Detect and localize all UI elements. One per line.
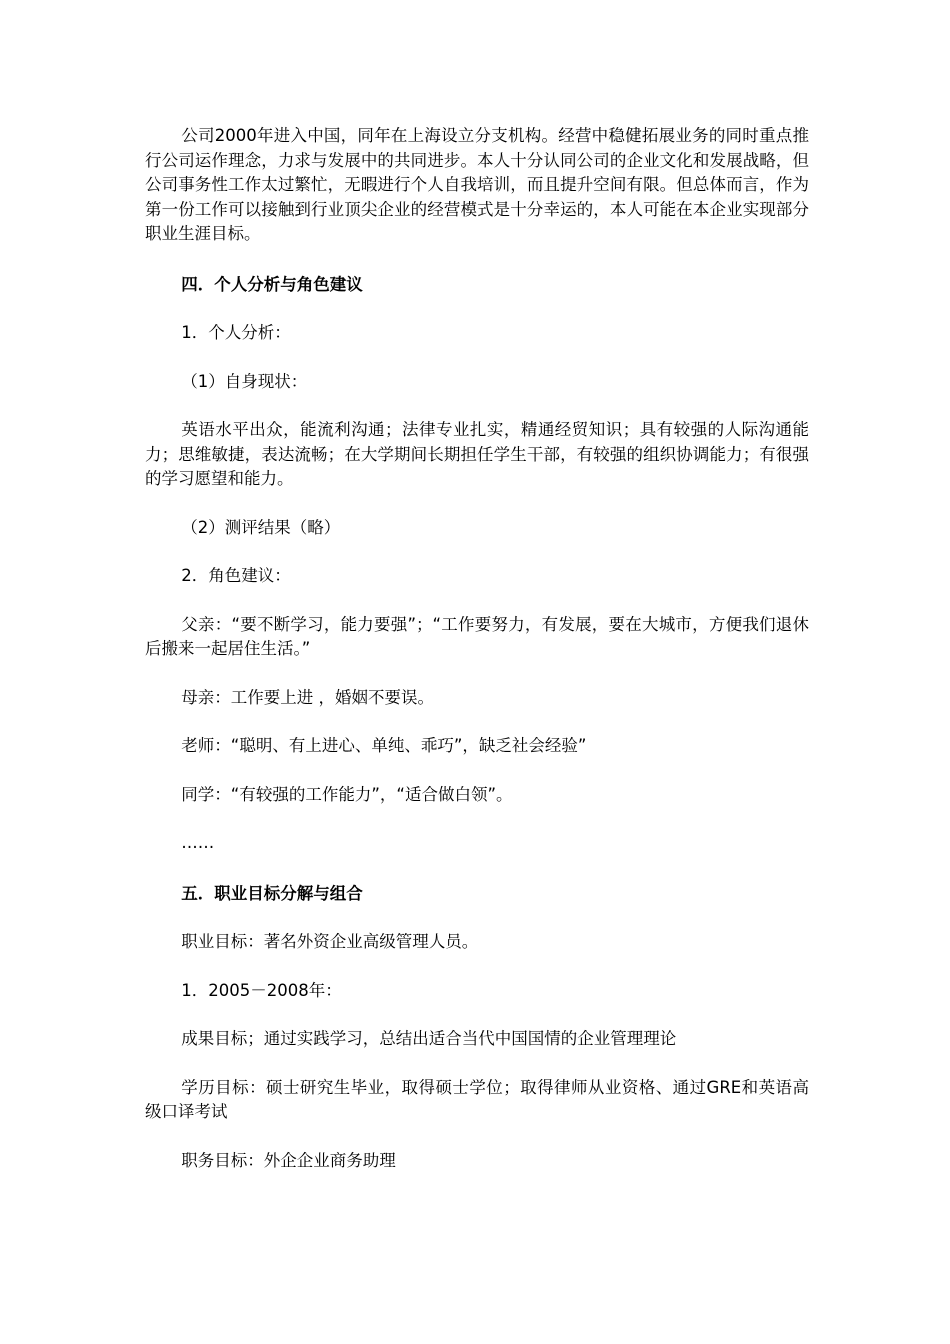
- mother-advice: 母亲：工作要上进 ，婚姻不要误。: [181, 687, 435, 707]
- subheading-self-status: （1）自身现状：: [181, 371, 308, 391]
- intro-paragraph: 公司2000年进入中国，同年在上海设立分支机构。经营中稳健拓展业务的同时重点推行公司运作理念，力求与发展中的共同进步。本人十分认同公司的企业文化和发展战略，但公司事务性工作太过繁忙，无暇进行个人自我培训，而且提升空间有限。但总体而言，作为第一份工作可以接触到行业顶尖企业的经营模式是十分幸运的，本人可能在本企业实现部分职业生涯目标。: [145, 126, 809, 243]
- teacher-advice: 老师：“聪明、有上进心、单纯、乖巧”，缺乏社会经验”: [181, 736, 587, 755]
- subheading-personal-analysis: 1．个人分析：: [181, 323, 291, 342]
- subheading-assessment: （2）测评结果（略）: [181, 517, 341, 537]
- career-goal: 职业目标：著名外资企业高级管理人员。: [181, 932, 479, 951]
- section-heading-4: 四．个人分析与角色建议: [181, 274, 363, 294]
- ellipsis: ……: [181, 833, 215, 852]
- subheading-role-advice: 2．角色建议：: [181, 566, 291, 585]
- father-advice: 父亲：“要不断学习，能力要强”；“工作要努力，有发展，要在大城市，方便我们退休后搬来一起居住生活。”: [145, 614, 809, 658]
- subheading-period-1: 1．2005－2008年：: [181, 980, 342, 1000]
- classmate-advice: 同学：“有较强的工作能力”，“适合做白领”。: [181, 784, 513, 804]
- education-goal: 学历目标：硕士研究生毕业，取得硕士学位；取得律师从业资格、通过GRE和英语高级口译考试: [145, 1077, 809, 1121]
- section-heading-5: 五．职业目标分解与组合: [181, 883, 363, 903]
- result-goal: 成果目标；通过实践学习，总结出适合当代中国国情的企业管理理论: [181, 1029, 677, 1048]
- job-goal: 职务目标：外企企业商务助理: [181, 1150, 396, 1170]
- self-status-paragraph: 英语水平出众，能流利沟通；法律专业扎实，精通经贸知识；具有较强的人际沟通能力；思维敏捷，表达流畅；在大学期间长期担任学生干部，有较强的组织协调能力；有很强的学习愿望和能力。: [145, 420, 809, 488]
- document-page: [145, 124, 809, 1173]
